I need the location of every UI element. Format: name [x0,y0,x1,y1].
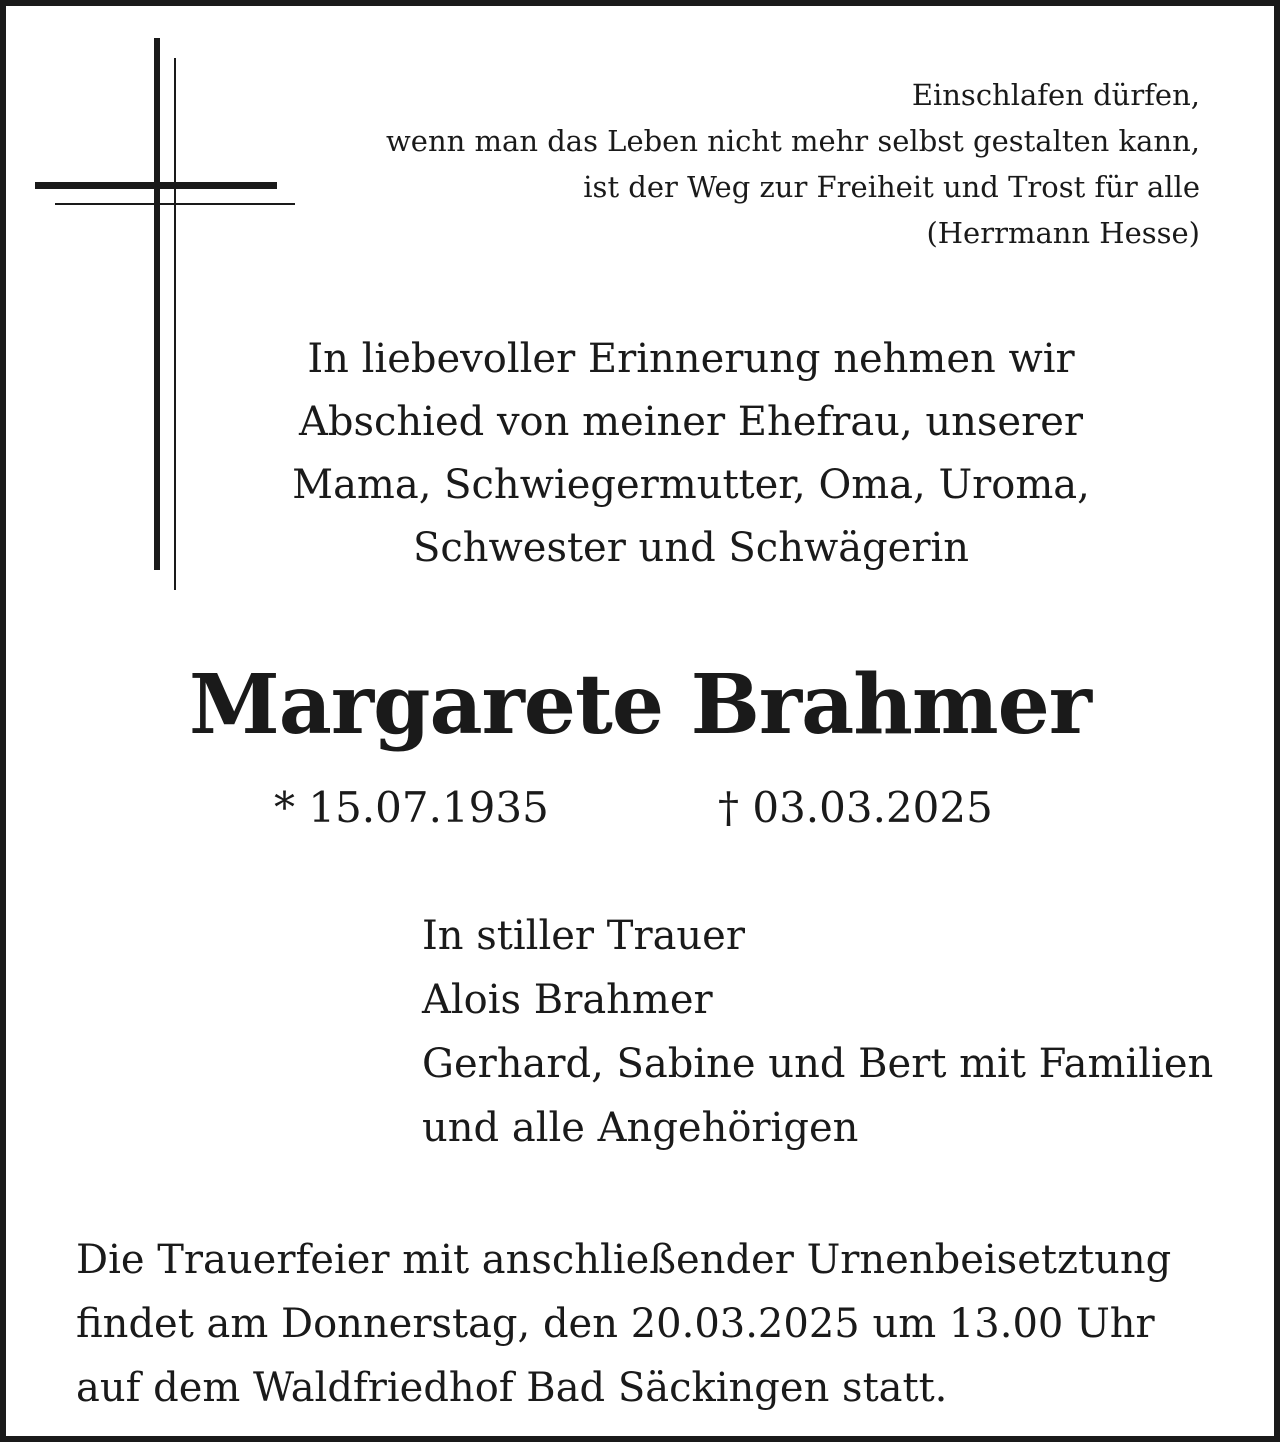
quote-line: ist der Weg zur Freiheit und Trost für alle [583,170,1200,204]
intro-line: Schwester und Schwägerin [412,525,970,571]
quote-author: (Herrmann Hesse) [926,216,1200,250]
mourners-line: Gerhard, Sabine und Bert mit Familien [422,1041,1214,1087]
intro-line: Abschied von meiner Ehefrau, unserer [298,399,1084,445]
service-line: auf dem Waldfriedhof Bad Säckingen statt. [76,1365,948,1411]
intro-line: Mama, Schwiegermutter, Oma, Uroma, [292,462,1090,508]
intro-line: In liebevoller Erinnerung nehmen wir [307,336,1075,382]
deceased-name: Margarete Brahmer [189,657,1091,753]
quote-line: wenn man das Leben nicht mehr selbst gestalten kann, [385,124,1200,158]
mourners-line: Alois Brahmer [422,977,713,1023]
death-date: † 03.03.2025 [718,783,993,832]
service-line: findet am Donnerstag, den 20.03.2025 um 13.00 Uhr [76,1301,1155,1347]
birth-date: * 15.07.1935 [274,783,549,832]
memorial-quote [386,72,1200,256]
mourners-block [422,904,1213,1160]
quote-line: Einschlafen dürfen, [911,78,1200,112]
mourners-line: und alle Angehörigen [422,1105,859,1151]
remembrance-intro [196,328,1186,580]
service-line: Die Trauerfeier mit anschließender Urnenbeisetztung [76,1237,1172,1283]
mourners-line: In stiller Trauer [422,913,745,959]
funeral-service-info [76,1228,1171,1420]
